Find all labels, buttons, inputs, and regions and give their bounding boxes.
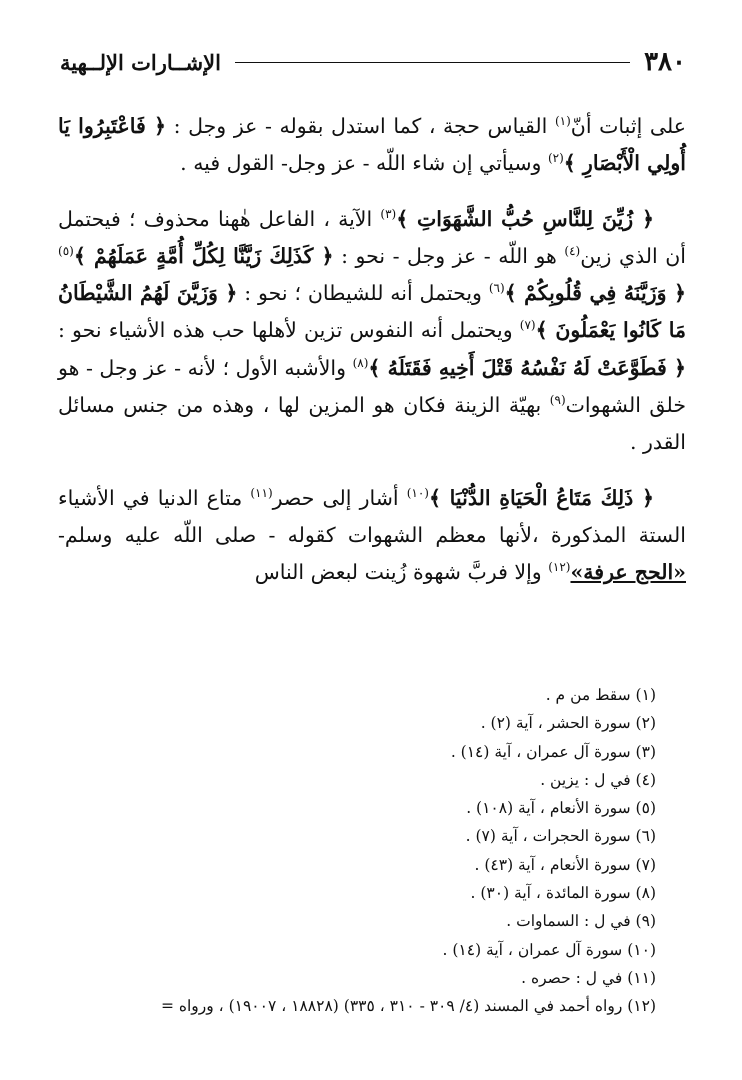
page-number: ٣٨٠ [644,47,686,77]
footnote-ref: (١١) [250,485,273,500]
footnote-ref: (١٢) [548,560,571,575]
hadith-quote: «الحج عرفة» [570,560,686,585]
body-paragraph [58,108,686,183]
text-run: والأشبه الأول ؛ لأنه - عز وجل - هو خلق الشهوات [58,355,686,418]
footnote: (٥) سورة الأنعام ، آية (١٠٨) . [466,799,656,818]
text-run: هو اللّه - عز وجل - نحو : [333,243,565,268]
footnote-ref: (٣) [380,206,397,221]
footnote-ref: (٧) [519,318,536,333]
text-run: ويحتمل أنه للشيطان ؛ نحو : [237,281,489,306]
text-run: بهيّة الزينة فكان هو المزين لها ، وهذه من جنس مسائل القدر . [58,393,686,455]
footnote: (٩) في ل : السماوات . [506,912,656,931]
footnote: (١٢) رواه أحمد في المسند (٤/ ٣٠٩ - ٣١٠ ، ٣٣٥) (١٨٨٢٨ ، ١٩٠٠٧) ، ورواه = [160,997,656,1016]
header-rule [235,62,630,63]
quran-quote: ﴿ فَاعْتَبِرُوا يَا أُولِي الْأَبْصَارِ ﴾ [58,114,686,176]
running-title: الإشــارات الإلــهية [60,49,221,75]
quran-quote: ﴿ ذَلِكَ مَتَاعُ الْحَيَاةِ الدُّنْيَا ﴾ [428,485,655,510]
footnote: (٨) سورة المائدة ، آية (٣٠) . [470,884,656,903]
quran-quote: ﴿ كَذَلِكَ زَيَّنَّا لِكُلِّ أُمَّةٍ عَمَلَهُمْ ﴾ [73,243,334,268]
body-paragraph [58,480,686,592]
text-run: أشار إلى حصر [272,485,407,510]
text-run: وسيأتي إن شاء اللّه - عز وجل- القول فيه . [180,151,548,176]
footnote-ref: (٩) [549,393,566,408]
footnote-ref: (٢) [547,151,564,166]
text-run: القياس حجة ، كما استدل بقوله - عز وجل : [165,114,555,138]
footnotes [58,681,656,1021]
footnote: (١٠) سورة آل عمران ، آية (١٤) . [442,940,656,959]
footnote-ref: (٤) [564,244,581,259]
text-run: على إثبات أنّ [570,114,686,138]
footnote-ref: (١٠) [406,485,429,500]
quran-quote: ﴿ وَزَيَّنَهُ فِي قُلُوبِكُمْ ﴾ [504,281,686,306]
footnote-ref: (١) [554,114,571,129]
text-run: الآية ، الفاعل هٰهنا محذوف ؛ فيحتمل أن الذي زين [58,206,686,268]
body-paragraph [58,201,686,462]
footnote: (٣) سورة آل عمران ، آية (١٤) . [450,742,656,761]
footnote: (٢) سورة الحشر ، آية (٢) . [480,714,656,733]
footnote: (٤) في ل : يزين . [540,770,656,789]
text-run: وإلا فربَّ شهوة زُينت لبعض الناس [254,560,549,585]
quran-quote: ﴿ فَطَوَّعَتْ لَهُ نَفْسُهُ قَتْلَ أَخِيهِ فَقَتَلَهُ ﴾ [368,355,686,380]
page-header [60,42,686,82]
footnote: (١١) في ل : حصره . [521,968,656,987]
text-run: ويحتمل أنه النفوس تزين لأهلها حب هذه الأشياء نحو : [58,318,520,343]
footnote: (١) سقط من م . [545,686,656,704]
text-run: متاع الدنيا في الأشياء الستة المذكورة ،لأنها معظم الشهوات كقوله - صلى اللّه عليه وسلم- [58,485,686,547]
quran-quote: ﴿ زُيِّنَ لِلنَّاسِ حُبُّ الشَّهَوَاتِ ﴾ [396,206,654,231]
quran-quote: ﴿ وَزَيَّنَ لَهُمُ الشَّيْطَانُ مَا كَانُوا يَعْمَلُونَ ﴾ [58,281,686,343]
footnote: (٦) سورة الحجرات ، آية (٧) . [465,827,656,846]
footnote-ref: (٥) [58,244,74,259]
body-text [58,108,686,610]
footnote: (٧) سورة الأنعام ، آية (٤٣) . [474,855,656,874]
footnote-ref: (٦) [488,281,505,296]
footnote-ref: (٨) [352,355,369,370]
